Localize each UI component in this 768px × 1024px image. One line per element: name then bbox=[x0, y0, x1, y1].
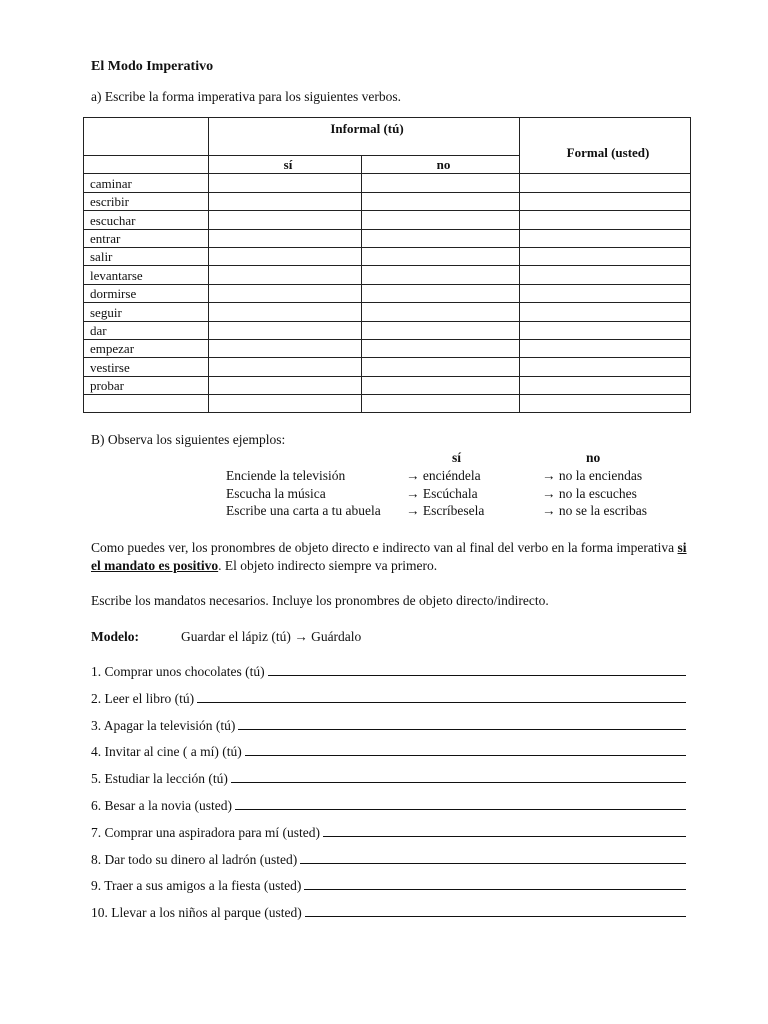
example-si: → Escríbesela bbox=[406, 503, 485, 518]
answer-cell-no[interactable] bbox=[362, 303, 520, 321]
verb-cell: dormirse bbox=[84, 284, 209, 302]
examples-header-si: sí bbox=[452, 450, 462, 465]
answer-cell-si[interactable] bbox=[209, 211, 362, 229]
answer-cell-si[interactable] bbox=[209, 321, 362, 339]
verb-rows bbox=[84, 174, 691, 413]
answer-cell-no[interactable] bbox=[362, 321, 520, 339]
answer-cell-formal[interactable] bbox=[520, 247, 691, 265]
exercise-item bbox=[91, 770, 686, 787]
verb-cell bbox=[84, 395, 209, 413]
answer-cell-formal[interactable] bbox=[520, 192, 691, 210]
modelo-label: Modelo: bbox=[91, 629, 139, 644]
verb-cell: salir bbox=[84, 247, 209, 265]
exercise-item bbox=[91, 690, 686, 707]
answer-cell-si[interactable] bbox=[209, 266, 362, 284]
example-no: → no la escuches bbox=[542, 486, 637, 501]
example-original: Escribe una carta a tu abuela bbox=[226, 503, 381, 518]
answer-cell-si[interactable] bbox=[209, 303, 362, 321]
answer-cell-si[interactable] bbox=[209, 174, 362, 192]
answer-cell-si[interactable] bbox=[209, 358, 362, 376]
answer-cell-si[interactable] bbox=[209, 247, 362, 265]
exercise-item bbox=[91, 824, 686, 841]
example-original: Escucha la música bbox=[226, 486, 326, 501]
table-row bbox=[84, 192, 691, 210]
answer-line[interactable] bbox=[231, 770, 686, 783]
table-row bbox=[84, 358, 691, 376]
answer-cell-formal[interactable] bbox=[520, 211, 691, 229]
exercise-item bbox=[91, 877, 686, 894]
section-a-instruction: a) Escribe la forma imperativa para los siguientes verbos. bbox=[91, 89, 402, 104]
exercise-item bbox=[91, 797, 686, 814]
table-blank-cell bbox=[84, 156, 209, 174]
page-title: El Modo Imperativo bbox=[91, 59, 214, 74]
examples-header-no: no bbox=[586, 450, 601, 465]
exercise-prompt: 1. Comprar unos chocolates (tú) bbox=[91, 664, 265, 679]
exercise-item bbox=[91, 904, 686, 921]
exercise-prompt: 7. Comprar una aspiradora para mí (usted) bbox=[91, 824, 321, 840]
exercise-prompt: 9. Traer a sus amigos a la fiesta (usted) bbox=[91, 878, 302, 894]
answer-cell-si[interactable] bbox=[209, 339, 362, 357]
answer-line[interactable] bbox=[245, 743, 686, 756]
table-row bbox=[84, 211, 691, 229]
exercise-prompt: 10. Llevar a los niños al parque (usted) bbox=[91, 905, 302, 921]
verb-cell: probar bbox=[84, 376, 209, 394]
table-row bbox=[84, 395, 691, 413]
answer-cell-no[interactable] bbox=[362, 266, 520, 284]
table-row bbox=[84, 321, 691, 339]
exercise-item bbox=[91, 743, 686, 760]
answer-cell-no[interactable] bbox=[362, 247, 520, 265]
verb-cell: escuchar bbox=[84, 211, 209, 229]
verb-cell: levantarse bbox=[84, 266, 209, 284]
exercise-prompt: 8. Dar todo su dinero al ladrón (usted) bbox=[91, 851, 298, 867]
answer-line[interactable] bbox=[323, 824, 686, 837]
verb-cell: empezar bbox=[84, 339, 209, 357]
answer-line[interactable] bbox=[300, 851, 686, 864]
answer-cell-formal[interactable] bbox=[520, 321, 691, 339]
answer-cell-no[interactable] bbox=[362, 192, 520, 210]
table-row bbox=[84, 174, 691, 192]
table-row bbox=[84, 376, 691, 394]
table-row bbox=[84, 229, 691, 247]
header-formal: Formal (usted) bbox=[520, 118, 691, 174]
verb-cell: entrar bbox=[84, 229, 209, 247]
exercise-item bbox=[91, 851, 686, 868]
answer-cell-si[interactable] bbox=[209, 284, 362, 302]
answer-cell-si[interactable] bbox=[209, 395, 362, 413]
table-row bbox=[84, 339, 691, 357]
answer-cell-formal[interactable] bbox=[520, 395, 691, 413]
table-row bbox=[84, 266, 691, 284]
answer-cell-formal[interactable] bbox=[520, 266, 691, 284]
answer-cell-no[interactable] bbox=[362, 395, 520, 413]
answer-cell-no[interactable] bbox=[362, 358, 520, 376]
header-informal: Informal (tú) bbox=[209, 118, 520, 156]
paragraph-emphasis: si el mandato es positivo bbox=[91, 540, 687, 573]
answer-cell-formal[interactable] bbox=[520, 174, 691, 192]
answer-line[interactable] bbox=[268, 663, 686, 676]
table-row bbox=[84, 284, 691, 302]
header-no: no bbox=[362, 156, 520, 174]
table-row bbox=[84, 303, 691, 321]
exercise-item bbox=[91, 663, 686, 680]
imperative-table bbox=[83, 117, 691, 413]
example-no: → no la enciendas bbox=[542, 468, 643, 483]
answer-cell-no[interactable] bbox=[362, 211, 520, 229]
answer-line[interactable] bbox=[238, 717, 686, 730]
answer-cell-si[interactable] bbox=[209, 192, 362, 210]
verb-cell: escribir bbox=[84, 192, 209, 210]
header-si: sí bbox=[209, 156, 362, 174]
explanation-paragraph bbox=[91, 539, 691, 574]
exercise-prompt: 6. Besar a la novia (usted) bbox=[91, 798, 232, 813]
answer-cell-si[interactable] bbox=[209, 376, 362, 394]
answer-line[interactable] bbox=[304, 877, 686, 890]
answer-line[interactable] bbox=[305, 904, 686, 917]
answer-cell-no[interactable] bbox=[362, 174, 520, 192]
verb-cell: vestirse bbox=[84, 358, 209, 376]
verb-cell: caminar bbox=[84, 174, 209, 192]
paragraph-start: Como puedes ver, los pronombres de objeto directo e indirecto van al final del verbo en la forma imperativa bbox=[91, 540, 678, 555]
answer-cell-formal[interactable] bbox=[520, 358, 691, 376]
exercise-item bbox=[91, 717, 686, 734]
answer-cell-no[interactable] bbox=[362, 339, 520, 357]
answer-cell-no[interactable] bbox=[362, 229, 520, 247]
exercise-prompt: 2. Leer el libro (tú) bbox=[91, 690, 195, 706]
section-c-instruction: Escribe los mandatos necesarios. Incluye los pronombres de objeto directo/indirecto. bbox=[91, 593, 549, 608]
answer-cell-no[interactable] bbox=[362, 284, 520, 302]
answer-cell-formal[interactable] bbox=[520, 339, 691, 357]
example-si: → enciéndela bbox=[406, 468, 481, 483]
table-corner-cell bbox=[84, 118, 209, 156]
answer-cell-formal[interactable] bbox=[520, 284, 691, 302]
answer-cell-formal[interactable] bbox=[520, 376, 691, 394]
answer-line[interactable] bbox=[197, 690, 686, 703]
exercise-prompt: 4. Invitar al cine ( a mí) (tú) bbox=[91, 744, 242, 760]
example-si: → Escúchala bbox=[406, 486, 478, 501]
example-original: Enciende la televisión bbox=[226, 468, 346, 483]
exercise-prompt: 5. Estudiar la lección (tú) bbox=[91, 771, 228, 787]
answer-cell-formal[interactable] bbox=[520, 229, 691, 247]
answer-cell-formal[interactable] bbox=[520, 303, 691, 321]
answer-cell-no[interactable] bbox=[362, 376, 520, 394]
exercise-prompt: 3. Apagar la televisión (tú) bbox=[91, 717, 236, 733]
table-row bbox=[84, 247, 691, 265]
example-no: → no se la escribas bbox=[542, 503, 647, 518]
section-b-instruction: B) Observa los siguientes ejemplos: bbox=[91, 432, 286, 447]
paragraph-end: . El objeto indirecto siempre va primero. bbox=[218, 557, 438, 573]
modelo-text: Guardar el lápiz (tú) → Guárdalo bbox=[181, 629, 362, 644]
verb-cell: seguir bbox=[84, 303, 209, 321]
answer-cell-si[interactable] bbox=[209, 229, 362, 247]
verb-cell: dar bbox=[84, 321, 209, 339]
answer-line[interactable] bbox=[235, 797, 686, 810]
